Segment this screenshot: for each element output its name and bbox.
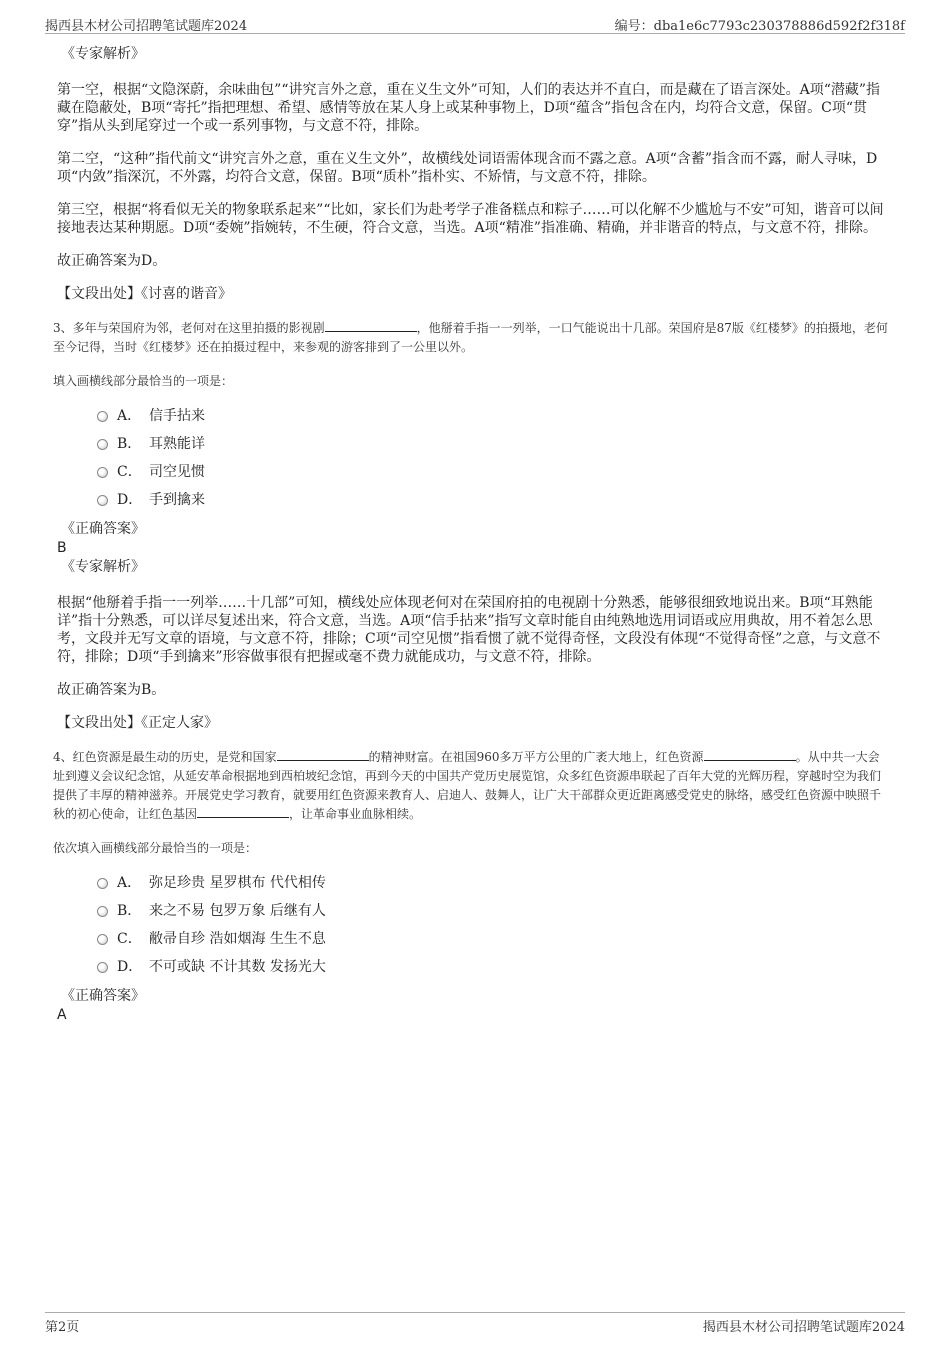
radio-icon[interactable] (97, 962, 108, 973)
correct-answer-title: 《正确答案》 (61, 988, 145, 1004)
question-4-text-d: ，让革命事业血脉相续。 (289, 807, 422, 821)
question-4-prompt: 依次填入画横线部分最恰当的一项是： (53, 841, 258, 855)
option-a[interactable] (97, 870, 890, 898)
option-text: 敝帚自珍 浩如烟海 生生不息 (149, 931, 326, 947)
correct-answer: B (57, 540, 67, 556)
answer-blank (277, 748, 369, 761)
source: 【文段出处】《讨喜的谐音》 (57, 286, 232, 302)
question-3 (53, 319, 890, 357)
answer-blank (704, 748, 796, 761)
option-label: D． (117, 959, 143, 975)
analysis-paragraph-3: 第三空，根据“将看似无关的物象联系起来”“比如，家长们为赴考学子准备糕点和粽子……可以化解不少尴尬与不安”可知，谐音可以间接地表达某种期愿。D项“委婉”指婉转，不生硬，符合文意，当选。A项“精准”指准确、精确，并非谐音的特点，与文意不符，排除。 (57, 202, 884, 236)
option-text: 信手拈来 (149, 408, 205, 424)
answer-blank (197, 805, 289, 818)
option-text: 不可或缺 不计其数 发扬光大 (149, 959, 326, 975)
question-3-text-b: ，他掰着手指一一列举，一口气能说出十几部。荣国府是87版《红楼梦》的拍摄地，老何至今记得，当时《红楼梦》还在拍摄过程中，来参观的游客排到了一公里以外。 (53, 321, 888, 354)
radio-icon[interactable] (97, 878, 108, 889)
option-label: B． (117, 903, 142, 919)
option-text: 来之不易 包罗万象 后继有人 (149, 903, 326, 919)
option-text: 耳熟能详 (149, 436, 205, 452)
radio-icon[interactable] (97, 934, 108, 945)
option-c[interactable] (97, 459, 890, 487)
option-b[interactable] (97, 898, 890, 926)
analysis-paragraph-2: 第二空，“这种”指代前文“讲究言外之意，重在义生文外”，故横线处词语需体现含而不露之意。A项“含蓄”指含而不露，耐人寻味，D项“内敛”指深沉，不外露，均符合文意，保留。B项“质朴”指朴实、不矫情，与文意不符，排除。 (57, 151, 878, 185)
page-number: 第2页 (45, 1320, 80, 1335)
option-label: A． (117, 408, 142, 424)
option-label: B． (117, 436, 142, 452)
answer-blank (325, 319, 417, 332)
source: 【文段出处】《正定人家》 (57, 715, 218, 731)
header-code: 编号：dba1e6c7793c230378886d592f2f318f (614, 19, 905, 34)
question-4-options (97, 870, 890, 982)
question-4 (53, 748, 890, 824)
analysis-paragraph: 根据“他掰着手指一一列举……十几部”可知，横线处应体现老何对在荣国府拍的电视剧十分熟悉，能够很细致地说出来。B项“耳熟能详”指十分熟悉，可以详尽复述出来，符合文意，当选。A项“信手拈来”指写文章时能自由纯熟地选用词语或应用典故，用不着怎么思考，文段并无写文章的语境，与文意不符，排除；C项“司空见惯”指看惯了就不觉得奇怪，文段没有体现“不觉得奇怪”之意，与文意不符，排除；D项“手到擒来”形容做事很有把握或毫不费力就能成功，与文意不符，排除。 (57, 595, 881, 665)
question-4-text-c: 。从中共一大会址到遵义会议纪念馆，从延安革命根据地到西柏坡纪念馆，再到今天的中国共产党历史展览馆，众多红色资源串联起了百年大党的光辉历程，穿越时空为我们提供了丰厚的精神滋养。开展党史学习教育，就要用红色资源来教育人、启迪人、鼓舞人，让广大干部群众更近距离感受党史的脉络，感受红色资源中映照千秋的初心使命，让红色基因 (53, 750, 882, 821)
radio-icon[interactable] (97, 467, 108, 478)
conclusion: 故正确答案为B。 (57, 682, 166, 698)
option-label: C． (117, 464, 142, 480)
expert-analysis-title: 《专家解析》 (61, 46, 145, 62)
question-3-text-a: 3、多年与荣国府为邻，老何对在这里拍摄的影视剧 (53, 321, 325, 335)
option-label: D． (117, 492, 143, 508)
radio-icon[interactable] (97, 439, 108, 450)
question-3-prompt: 填入画横线部分最恰当的一项是： (53, 374, 234, 388)
option-label: C． (117, 931, 142, 947)
radio-icon[interactable] (97, 906, 108, 917)
correct-answer-title: 《正确答案》 (61, 521, 145, 537)
page-header (45, 13, 905, 34)
option-d[interactable] (97, 954, 890, 982)
radio-icon[interactable] (97, 495, 108, 506)
option-text: 手到擒来 (149, 492, 205, 508)
expert-analysis-title: 《专家解析》 (61, 559, 145, 575)
footer-title: 揭西县木材公司招聘笔试题库2024 (702, 1320, 905, 1335)
option-text: 弥足珍贵 星罗棋布 代代相传 (149, 875, 326, 891)
page-content (53, 44, 890, 1024)
conclusion: 故正确答案为D。 (57, 253, 167, 269)
question-4-text-b: 的精神财富。在祖国960多万平方公里的广袤大地上，红色资源 (368, 750, 704, 764)
option-d[interactable] (97, 487, 890, 515)
page-footer (45, 1312, 905, 1333)
header-title: 揭西县木材公司招聘笔试题库2024 (45, 19, 248, 34)
question-3-options (97, 403, 890, 515)
option-a[interactable] (97, 403, 890, 431)
analysis-paragraph-1: 第一空，根据“文隐深蔚，余味曲包”“讲究言外之意，重在义生文外”可知，人们的表达并不直白，而是藏在了语言深处。A项“潜藏”指藏在隐蔽处，B项“寄托”指把理想、希望、感情等放在某人身上或某种事物上，D项“蕴含”指包含在内，均符合文意，保留。C项“贯穿”指从头到尾穿过一个或一系列事物，与文意不符，排除。 (57, 82, 881, 134)
option-b[interactable] (97, 431, 890, 459)
option-label: A． (117, 875, 142, 891)
option-c[interactable] (97, 926, 890, 954)
correct-answer: A (57, 1007, 67, 1023)
radio-icon[interactable] (97, 411, 108, 422)
option-text: 司空见惯 (149, 464, 205, 480)
question-4-text-a: 4、红色资源是最生动的历史，是党和国家 (53, 750, 277, 764)
